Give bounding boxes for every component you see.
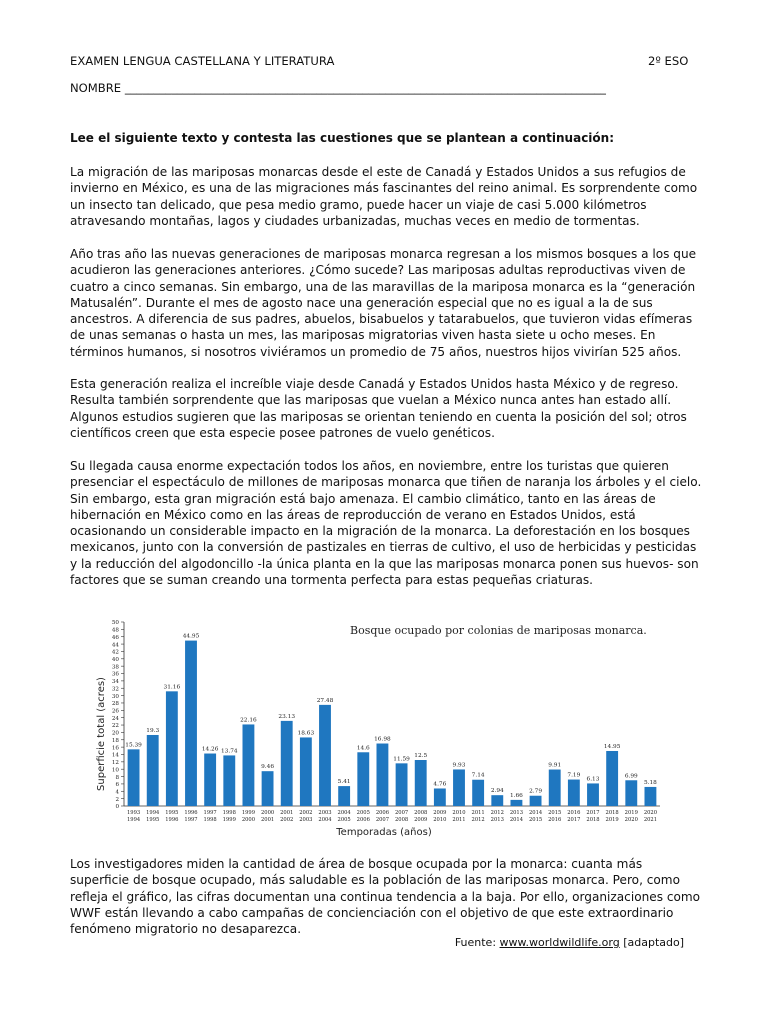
- x-tick-label-end: 1996: [165, 817, 179, 823]
- x-tick-label-start: 2000: [260, 810, 275, 816]
- chart-title: Bosque ocupado por colonias de mariposas monarca.: [350, 624, 647, 637]
- x-tick-label-start: 2002: [299, 810, 313, 816]
- x-tick-label-end: 2021: [643, 817, 658, 823]
- y-tick-label: 44: [111, 642, 119, 649]
- bar-value-label: 14.6: [356, 745, 370, 752]
- bar-value-label: 23.13: [278, 713, 296, 720]
- bar: [281, 721, 293, 806]
- bar: [453, 769, 465, 806]
- x-tick-label-end: 1994: [126, 817, 141, 823]
- x-tick-label-end: 2020: [624, 817, 638, 823]
- x-tick-label-end: 2005: [337, 817, 351, 823]
- bar: [472, 780, 484, 806]
- bar: [549, 770, 561, 806]
- y-tick-label: 40: [111, 657, 119, 663]
- paragraph-2: Año tras año las nuevas generaciones de mariposas monarca regresan a los mismos bosques a los que acudieron las generaciones anteriores. ¿Cómo sucede? Las mariposas adultas reproductivas viven de cuatro a cinco semanas. Sin embargo, una de las maravillas de la mariposa monarca es la “generación Matusalén”. Durante el mes de agosto nace una generación especial que no es igual a la de sus ancestros. A diferencia de sus padres, abuelos, bisabuelos y tatarabuelos, que tuvieron vidas efímeras de unas semanas o hasta un mes, las mariposas migratorias viven hasta siete u ocho meses. En términos humanos, si nosotros viviéramos un promedio de 75 años, nuestros hijos vivirían 525 años.: [70, 247, 697, 359]
- x-tick-label-end: 2012: [471, 817, 485, 823]
- x-tick-label-start: 2018: [605, 810, 619, 816]
- bar: [396, 763, 408, 806]
- y-tick-label: 34: [111, 679, 119, 686]
- x-tick-label-start: 1994: [146, 810, 160, 816]
- bar-value-label: 19.3: [146, 727, 160, 734]
- grade-label: 2º ESO: [648, 54, 689, 68]
- y-tick-label: 38: [111, 664, 119, 671]
- x-tick-label-start: 2003: [318, 810, 332, 816]
- paragraph-1: La migración de las mariposas monarcas desde el este de Canadá y Estados Unidos a sus refugios de invierno en México, es una de las migraciones más fascinantes del reino animal. Es sorprendente como un insecto tan delicado, que pesa medio gramo, puede hacer un viaje de casi 5.000 kilómetros atravesando montañas, lagos y ciudades urbanizadas, muchas veces en medio de tormentas.: [70, 165, 698, 228]
- y-tick-label: 20: [111, 730, 119, 737]
- y-tick-label: 24: [111, 715, 119, 722]
- x-tick-label-start: 2016: [567, 810, 581, 816]
- y-tick-label: 0: [115, 804, 119, 811]
- x-tick-label-start: 2010: [452, 810, 466, 816]
- y-tick-label: 42: [111, 649, 119, 656]
- y-tick-label: 48: [111, 627, 119, 634]
- source-label: Fuente:: [454, 936, 497, 949]
- bar-value-label: 16.98: [374, 736, 391, 743]
- x-tick-label-start: 2020: [643, 810, 658, 816]
- bar: [262, 771, 274, 806]
- source-line: [455, 936, 684, 949]
- x-tick-label-end: 1997: [184, 817, 198, 823]
- bar: [338, 786, 350, 806]
- x-tick-label-start: 1996: [184, 810, 198, 816]
- x-tick-label-start: 2015: [548, 810, 562, 816]
- x-tick-label-end: 2017: [567, 817, 581, 823]
- y-tick-label: 50: [111, 620, 119, 627]
- x-tick-label-end: 2000: [241, 817, 256, 823]
- bar-value-label: 7.14: [471, 772, 485, 779]
- x-tick-label-end: 2001: [260, 817, 275, 823]
- source-link[interactable]: www.worldwildlife.org: [499, 936, 620, 949]
- y-tick-label: 12: [111, 760, 119, 767]
- x-tick-label-end: 2009: [414, 817, 428, 823]
- bar-value-label: 4.76: [433, 781, 447, 788]
- bar-value-label: 2.94: [490, 788, 504, 795]
- x-tick-label-end: 2014: [509, 817, 524, 823]
- x-tick-label-start: 2017: [586, 810, 600, 816]
- y-tick-label: 30: [111, 693, 119, 700]
- y-tick-label: 28: [111, 701, 119, 708]
- bar: [128, 749, 140, 806]
- bar-value-label: 18.63: [297, 730, 315, 737]
- bar-value-label: 5.18: [643, 779, 657, 786]
- bar: [568, 780, 580, 806]
- instruction-heading: Lee el siguiente texto y contesta las cuestiones que se plantean a continuación:: [70, 131, 615, 145]
- x-tick-label-end: 2010: [433, 817, 447, 823]
- x-tick-label-end: 1995: [146, 817, 160, 823]
- x-tick-label-start: 2004: [337, 810, 351, 816]
- x-tick-label-start: 1998: [222, 810, 236, 816]
- bar-value-label: 7.19: [567, 772, 581, 779]
- paragraph-5: Los investigadores miden la cantidad de área de bosque ocupada por la monarca: cuanta más superficie de bosque ocupado, más saludable es la población de las mariposas monarca. Pero, como refleja el gráfico, las cifras documentan una continua tendencia a la baja. Por ello, organizaciones como WWF están llevando a cabo campañas de concienciación con el objetivo de que este extraordinario fenómeno migratorio no desaparezca.: [70, 857, 701, 936]
- y-tick-label: 32: [111, 686, 119, 693]
- x-tick-label-start: 2007: [394, 810, 409, 816]
- paragraph-3: Esta generación realiza el increíble viaje desde Canadá y Estados Unidos hasta México y de regreso. Resulta también sorprendente que las mariposas que vuelan a México nunca antes han estado allí. Algunos estudios sugieren que las mariposas se orientan teniendo en cuenta la posición del sol; otros científicos creen que esta especie posee patrones de vuelo genéticos.: [70, 377, 687, 440]
- y-tick-label: 22: [111, 723, 119, 730]
- bar: [587, 783, 599, 806]
- x-tick-label-start: 2006: [375, 810, 390, 816]
- y-tick-label: 2: [115, 796, 119, 803]
- x-tick-label-end: 2019: [605, 817, 619, 823]
- bar: [510, 800, 522, 806]
- x-tick-label-start: 2012: [490, 810, 504, 816]
- bar-value-label: 13.74: [220, 748, 238, 755]
- x-tick-label-end: 2015: [528, 817, 543, 823]
- bar-value-label: 12.5: [414, 753, 428, 759]
- bar-value-label: 27.48: [316, 697, 334, 704]
- bar-value-label: 5.41: [337, 779, 351, 786]
- x-tick-label-end: 2018: [586, 817, 600, 823]
- bar: [166, 691, 178, 806]
- x-tick-label-end: 2002: [280, 817, 294, 823]
- y-tick-label: 46: [111, 634, 119, 641]
- bar: [376, 744, 388, 806]
- x-tick-label-start: 2014: [528, 810, 543, 816]
- bar: [300, 737, 312, 806]
- y-tick-label: 8: [115, 774, 119, 781]
- bar: [357, 752, 369, 806]
- x-tick-label-end: 2003: [299, 817, 313, 823]
- y-tick-label: 36: [111, 671, 119, 678]
- bar-value-label: 1.66: [509, 792, 523, 799]
- bar-value-label: 14.26: [201, 746, 219, 753]
- x-tick-label-start: 2008: [414, 810, 428, 816]
- x-tick-label-start: 2005: [356, 810, 370, 816]
- bar-value-label: 6.99: [624, 773, 638, 780]
- y-axis-label: Superficie total (acres): [96, 677, 107, 791]
- bar-value-label: 9.91: [548, 762, 562, 769]
- x-tick-label-start: 1993: [126, 810, 141, 816]
- bar: [491, 795, 503, 806]
- bar: [530, 796, 542, 806]
- x-tick-label-start: 2001: [280, 810, 294, 816]
- bar: [185, 641, 197, 806]
- paragraph-4: Su llegada causa enorme expectación todos los años, en noviembre, entre los turistas que quieren presenciar el espectáculo de millones de mariposas monarca que tiñen de naranja los árboles y el cielo. Sin embargo, esta gran migración está bajo amenaza. El cambio climático, tanto en las áreas de hibernación en México como en las áreas de reproducción de verano en Estados Unidos, está ocasionando un considerable impacto en la migración de la monarca. La deforestación en los bosques mexicanos, junto con la conversión de pastizales en tierras de cultivo, el uso de herbicidas y pesticidas y la reducción del algodoncillo -la única planta en la que las mariposas monarca ponen sus huevos- son factores que se suman creando una tormenta perfecta para estas pequeñas criaturas.: [70, 459, 702, 587]
- bar: [606, 751, 618, 806]
- x-tick-label-start: 1999: [241, 810, 256, 816]
- y-tick-label: 18: [111, 737, 119, 744]
- monarch-chart: [94, 606, 664, 844]
- x-tick-label-end: 1998: [203, 817, 217, 823]
- bar-value-label: 11.59: [393, 756, 410, 763]
- y-tick-label: 6: [115, 782, 119, 789]
- bar-value-label: 14.95: [603, 743, 621, 750]
- bar: [644, 787, 656, 806]
- bar: [204, 754, 216, 806]
- x-tick-label-start: 1997: [203, 810, 217, 816]
- y-tick-label: 4: [115, 789, 119, 796]
- x-tick-label-end: 2004: [318, 817, 332, 823]
- x-tick-label-start: 2009: [433, 810, 447, 816]
- x-tick-label-end: 2016: [548, 817, 562, 823]
- bar-value-label: 15.39: [125, 742, 142, 749]
- y-tick-label: 16: [111, 745, 119, 752]
- source-note: [adaptado]: [623, 936, 684, 949]
- y-tick-label: 14: [111, 752, 119, 759]
- bar: [415, 760, 427, 806]
- bar: [147, 735, 159, 806]
- bar: [319, 705, 331, 806]
- x-tick-label-start: 2013: [509, 810, 524, 816]
- bar-value-label: 2.79: [529, 788, 543, 795]
- x-tick-label-end: 2007: [375, 817, 390, 823]
- x-tick-label-start: 2011: [471, 810, 485, 816]
- exam-title: EXAMEN LENGUA CASTELLANA Y LITERATURA: [70, 54, 335, 68]
- y-tick-label: 26: [111, 708, 119, 715]
- bar: [625, 780, 637, 806]
- bar-value-label: 6.13: [586, 776, 600, 783]
- x-axis-label: Temporadas (años): [336, 827, 432, 838]
- x-tick-label-end: 1999: [222, 817, 236, 823]
- bar-value-label: 31.16: [163, 684, 181, 691]
- y-tick-label: 10: [111, 767, 119, 774]
- x-tick-label-end: 2006: [356, 817, 370, 823]
- bar: [242, 724, 254, 806]
- x-tick-label-end: 2011: [452, 817, 466, 823]
- x-tick-label-end: 2008: [394, 817, 409, 823]
- x-tick-label-start: 1995: [165, 810, 179, 816]
- bar-value-label: 9.46: [261, 764, 275, 771]
- bar: [434, 788, 446, 806]
- bar-value-label: 22.16: [240, 717, 257, 724]
- bar-value-label: 44.95: [182, 633, 200, 640]
- name-line: NOMBRE ___________________________________________________________________________________: [70, 81, 606, 95]
- x-tick-label-start: 2019: [624, 810, 638, 816]
- bar-chart: [94, 606, 664, 844]
- bar: [223, 755, 235, 806]
- bar-value-label: 9.93: [452, 762, 466, 769]
- x-tick-label-end: 2013: [490, 817, 504, 823]
